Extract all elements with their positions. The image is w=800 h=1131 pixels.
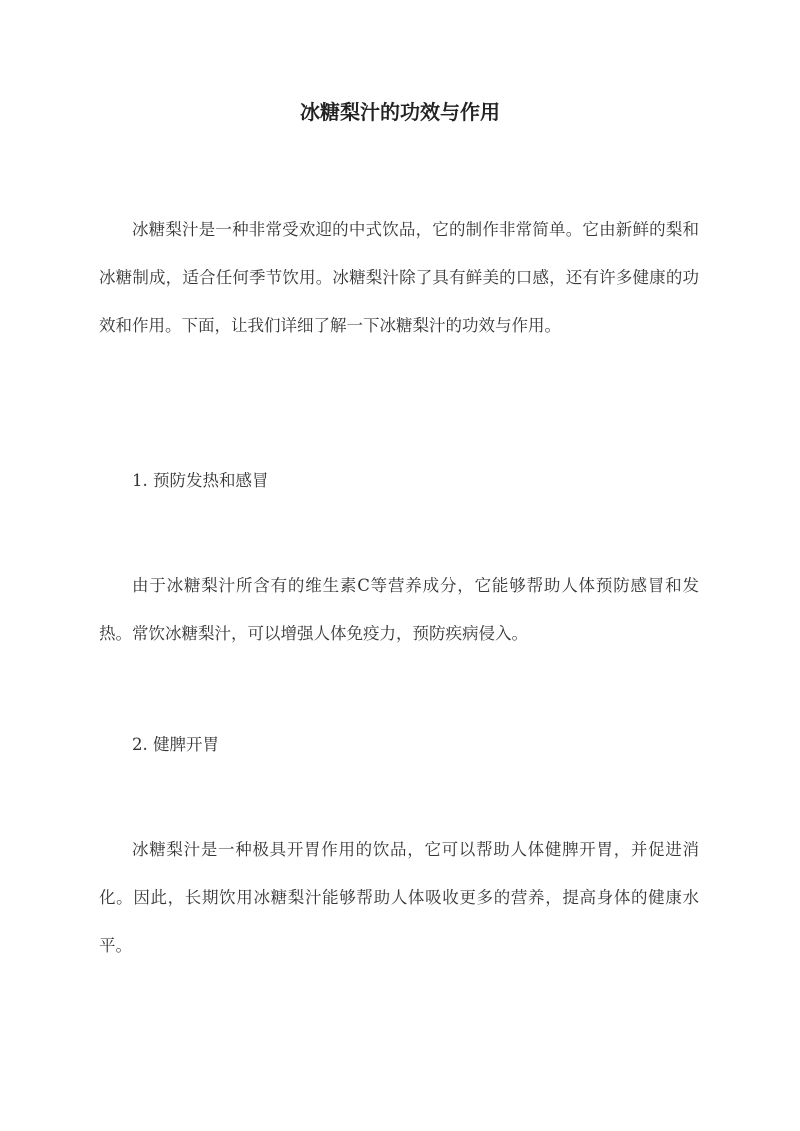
intro-paragraph: 冰糖梨汁是一种非常受欢迎的中式饮品，它的制作非常简单。它由新鲜的梨和冰糖制成，适合任何季节饮用。冰糖梨汁除了具有鲜美的口感，还有许多健康的功效和作用。下面，让我们详细了解一下冰糖梨汁的功效与作用。 [99, 220, 699, 335]
document-title: 冰糖梨汁的功效与作用 [300, 100, 500, 124]
section-body-1: 由于冰糖梨汁所含有的维生素C等营养成分，它能够帮助人体预防感冒和发热。常饮冰糖梨汁，可以增强人体免疫力，预防疾病侵入。 [99, 576, 699, 643]
section-heading-1: 1. 预防发热和感冒 [132, 471, 269, 490]
section-heading-2: 2. 健脾开胃 [132, 735, 219, 754]
section-body-2: 冰糖梨汁是一种极具开胃作用的饮品，它可以帮助人体健脾开胃，并促进消化。因此，长期饮用冰糖梨汁能够帮助人体吸收更多的营养，提高身体的健康水平。 [99, 840, 699, 955]
